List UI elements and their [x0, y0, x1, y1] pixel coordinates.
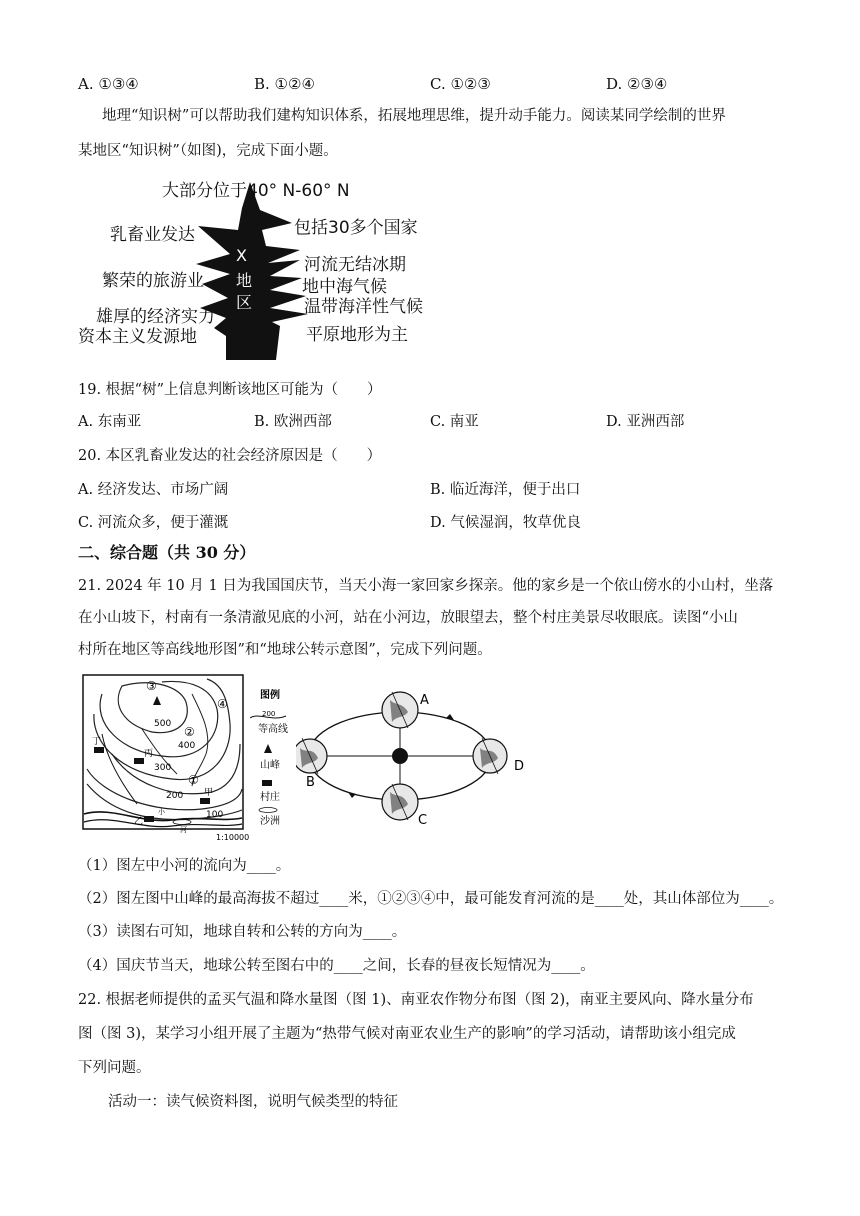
tree-center-di: 地 [236, 271, 253, 290]
legend-village-icon [262, 780, 272, 786]
map-scale: 1:10000 [216, 833, 250, 842]
tree-label-latitude: 大部分位于40° N-60° N [162, 181, 350, 201]
q21-line-1: 21. 2024 年 10 月 1 日为我国国庆节，当天小海一家回家乡探亲。他的家乡是一个依山傍水的小山村，坐落 [78, 578, 774, 594]
marker-4: ④ [217, 697, 228, 711]
q19-option-a: A. 东南亚 [78, 414, 142, 430]
q20-option-a: A. 经济发达、市场广阔 [78, 482, 229, 498]
q20-stem: 20. 本区乳畜业发达的社会经济原因是（ ） [78, 448, 382, 464]
q22-line-2: 图（图 3)，某学习小组开展了主题为“热带气候对南亚农业生产的影响”的学习活动，请帮助该小组完成 [78, 1026, 736, 1042]
marker-1: ① [188, 773, 199, 787]
marker-3: ③ [146, 679, 157, 693]
orbit-label-b: B [306, 775, 315, 790]
contour-label-500: 500 [154, 719, 172, 729]
q21-sub-2: （2）图左图中山峰的最高海拔不超过____米，①②③④中，最可能发育河流的是____处，其山体部位为____。 [78, 891, 784, 907]
q19-stem: 19. 根据“树”上信息判断该地区可能为（ ） [78, 382, 382, 398]
q21-sub-1: （1）图左中小河的流向为____。 [78, 858, 291, 874]
q22-line-1: 22. 根据老师提供的孟买气温和降水量图（图 1)、南亚农作物分布图（图 2)，南亚主要风向、降水量分布 [78, 992, 754, 1008]
contour-map-svg [82, 674, 298, 842]
tree-label-tourism: 繁荣的旅游业 [102, 271, 204, 291]
q22-activity-1: 活动一：读气候资料图，说明气候类型的特征 [108, 1094, 398, 1110]
village-jia-icon [200, 798, 210, 804]
earth-a-icon [382, 692, 418, 728]
knowledge-tree-figure [70, 168, 430, 364]
q19-option-b: B. 欧洲西部 [254, 414, 332, 430]
orbit-diagram-figure [296, 682, 532, 832]
contour-label-200: 200 [166, 791, 184, 801]
village-ding-icon [94, 747, 104, 753]
q21-line-2: 在小山坡下，村南有一条清澈见底的小河，站在小河边，放眼望去，整个村庄美景尽收眼底。读图“小山 [78, 610, 738, 626]
orbit-label-a: A [420, 693, 429, 708]
tree-label-dairy: 乳畜业发达 [110, 225, 195, 245]
contour-map-figure [82, 674, 298, 842]
q20-option-d: D. 气候湿润，牧草优良 [430, 515, 581, 531]
q19-option-c: C. 南亚 [430, 414, 479, 430]
village-jia-label: 甲 [204, 788, 214, 798]
village-yi-label: 乙 [134, 817, 144, 827]
village-bing-icon [134, 758, 144, 764]
tree-center-x: X [236, 246, 247, 265]
q20-option-c: C. 河流众多，便于灌溉 [78, 515, 229, 531]
legend-sandbar-icon [259, 808, 277, 813]
q20-option-b: B. 临近海洋，便于出口 [430, 482, 581, 498]
tree-center-qu: 区 [236, 293, 253, 312]
prev-option-b: B. ①②④ [254, 75, 315, 93]
prev-option-d: D. ②③④ [606, 75, 668, 93]
earth-c-icon [382, 784, 418, 820]
river-label-he: 河 [180, 826, 187, 834]
tree-label-marine-climate: 温带海洋性气候 [304, 297, 423, 317]
legend-village-label: 村庄 [260, 792, 280, 803]
legend-contour-value: 200 [262, 710, 276, 718]
village-ding-label: 丁 [92, 737, 102, 747]
river-label-xiao: 小 [158, 808, 165, 816]
legend-sandbar-label: 沙洲 [260, 816, 280, 827]
village-bing-label: 丙 [144, 749, 154, 759]
tree-label-economy: 雄厚的经济实力 [96, 307, 215, 327]
orbit-label-c: C [418, 813, 428, 828]
orbit-arrow-icon [348, 792, 356, 798]
prev-option-a: A. ①③④ [78, 75, 139, 93]
marker-2: ② [184, 725, 195, 739]
legend-title: 图例 [260, 690, 280, 701]
tree-label-no-ice: 河流无结冰期 [304, 255, 406, 275]
intro-line-1: 地理“知识树”可以帮助我们建构知识体系，拓展地理思维，提升动手能力。阅读某同学绘制的世界 [102, 108, 726, 124]
q21-line-3: 村所在地区等高线地形图”和“地球公转示意图”，完成下列问题。 [78, 642, 492, 658]
legend-peak-label: 山峰 [260, 760, 280, 771]
tree-label-mediterranean: 地中海气候 [302, 277, 387, 297]
earth-b-icon [296, 738, 327, 774]
village-yi-icon [144, 816, 154, 822]
sandbar-icon [173, 820, 191, 825]
intro-line-2: 某地区“知识树”（如图)，完成下面小题。 [78, 143, 338, 159]
tree-label-countries: 包括30多个国家 [294, 218, 418, 238]
contour-label-400: 400 [178, 741, 196, 751]
contour-label-300: 300 [154, 763, 172, 773]
q21-sub-3: （3）读图右可知，地球自转和公转的方向为____。 [78, 924, 407, 940]
section-heading: 二、综合题（共 30 分） [78, 543, 256, 562]
q22-line-3: 下列问题。 [78, 1060, 151, 1076]
sun-icon [392, 748, 408, 764]
q21-sub-4: （4）国庆节当天，地球公转至图右中的____之间，长春的昼夜长短情况为____。 [78, 958, 595, 974]
legend-peak-icon [264, 744, 272, 753]
legend-contour-label: 等高线 [258, 724, 288, 735]
orbit-svg [296, 682, 532, 832]
tree-label-capitalism: 资本主义发源地 [78, 327, 197, 347]
contour-label-100: 100 [206, 810, 224, 820]
prev-option-c: C. ①②③ [430, 75, 491, 93]
earth-d-icon [473, 738, 507, 774]
peak-icon [153, 696, 161, 705]
q19-option-d: D. 亚洲西部 [606, 414, 685, 430]
orbit-label-d: D [514, 759, 525, 774]
tree-label-plains: 平原地形为主 [306, 325, 408, 345]
